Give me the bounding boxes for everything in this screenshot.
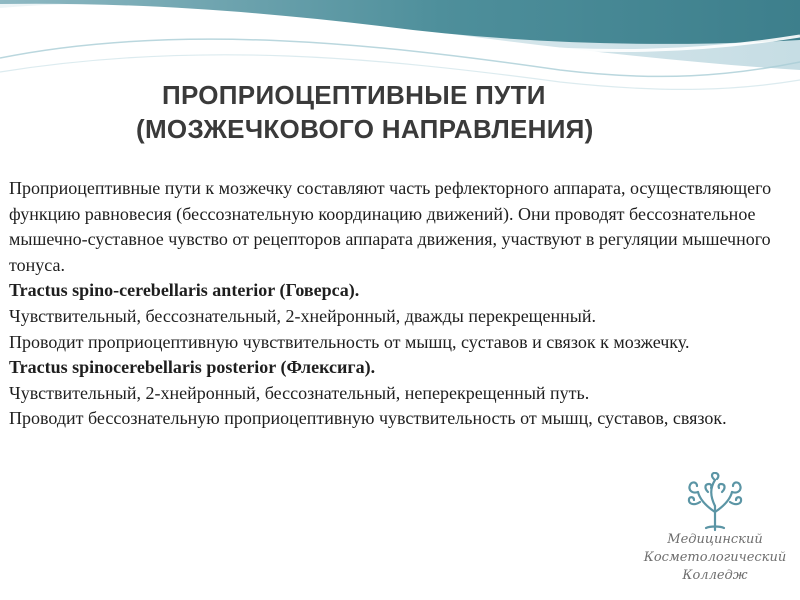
college-logo xyxy=(640,472,790,594)
body-text xyxy=(9,176,789,432)
tract-gowers-function: Проводит проприоцептивную чувствительность от мышц, суставов и связок к мозжечку. xyxy=(9,331,690,352)
tract-gowers-heading: Tractus spino-cerebellaris anterior (Говерса). xyxy=(9,280,360,301)
logo-text-line-2: Косметологический xyxy=(643,550,787,565)
page-title xyxy=(0,78,800,146)
logo-text-line-3: Колледж xyxy=(682,568,748,583)
title-line-2: (МОЗЖЕЧКОВОГО НАПРАВЛЕНИЯ) xyxy=(136,114,594,144)
intro-paragraph: Проприоцептивные пути к мозжечку составляют часть рефлекторного аппарата, осуществляющего функцию равновесия (бессознательную координацию движений). Они проводят бессознательное мышечно-суставное чувство от рецепторов аппарата движения, участвуют в регуляции мышечного тонуса. xyxy=(9,178,772,275)
wave-teal-band xyxy=(0,0,800,44)
tract-flechsig-heading: Tractus spinocerebellaris posterior (Флексига). xyxy=(9,357,376,378)
tract-gowers-type: Чувствительный, бессознательный, 2-хнейронный, дважды перекрещенный. xyxy=(9,305,597,326)
title-line-1: ПРОПРИОЦЕПТИВНЫЕ ПУТИ xyxy=(162,80,546,110)
tree-icon xyxy=(640,472,790,532)
tract-flechsig-type: Чувствительный, 2-хнейронный, бессознательный, неперекрещенный путь. xyxy=(9,382,590,403)
tract-flechsig-function: Проводит бессознательную проприоцептивную чувствительность от мышц, суставов, связок. xyxy=(9,408,727,429)
logo-text-line-1: Медицинский xyxy=(667,532,763,547)
